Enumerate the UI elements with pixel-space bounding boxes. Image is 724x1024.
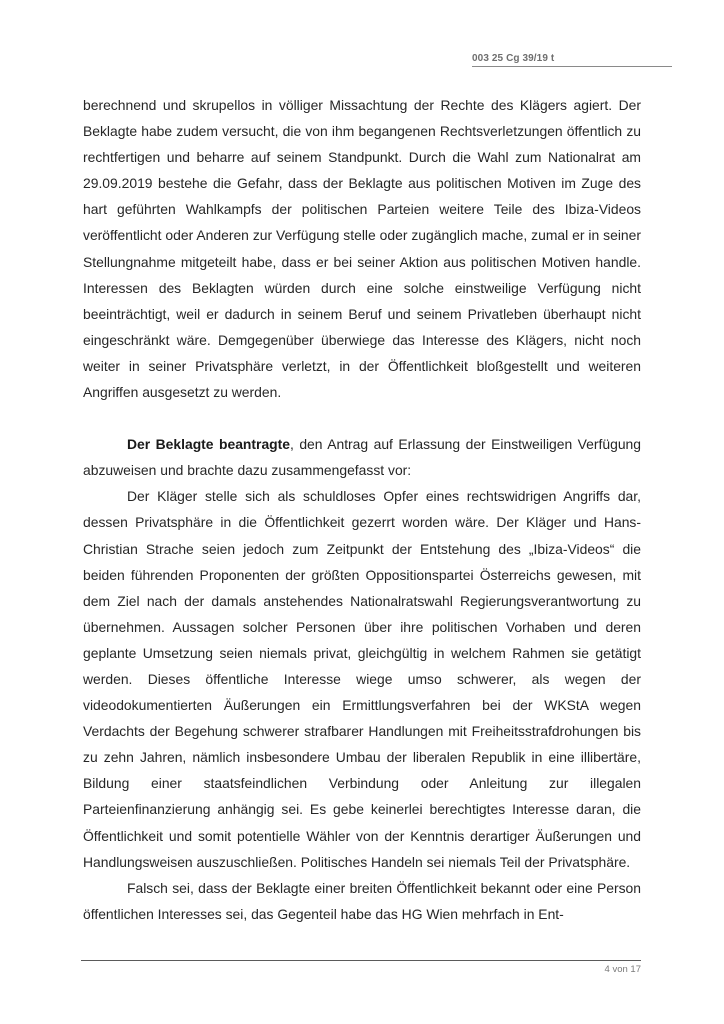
case-number-header: 003 25 Cg 39/19 t	[472, 53, 672, 67]
defendant-motion-heading: Der Beklagte beantragte	[127, 436, 291, 453]
paragraph-claimant-arguments: berechnend und skrupellos in völliger Missachtung der Rechte des Klägers agiert. Der Beklagte habe zudem versucht, die von ihm begangenen Rechtsverletzungen öffentlich zu rechtfertigen und beharre auf seinem Standpunkt. Durch die Wahl zum Nationalrat am 29.09.2019 bestehe die Gefahr, dass der Beklagte aus politischen Motiven im Zuge des hart geführten Wahlkampfs der politischen Parteien weitere Teile des Ibiza-Videos veröffentlicht oder Anderen zur Verfügung stelle oder zugänglich mache, zumal er in seiner Stellungnahme mitgeteilt habe, dass er bei seiner Aktion aus politischen Motiven handle. Interessen des Beklagten würden durch eine solche einstweilige Verfügung nicht beeinträchtigt, weil er dadurch in seinem Beruf und seinem Privatleben überhaupt nicht eingeschränkt wäre. Demgegenüber überwiege das Interesse des Klägers, nicht noch weiter in seiner Privatsphäre verletzt, in der Öffentlichkeit bloßgestellt und weiteren Angriffen ausgesetzt zu werden.	[83, 97, 641, 401]
document-body	[83, 92, 641, 927]
paragraph-public-figure: Falsch sei, dass der Beklagte einer breiten Öffentlichkeit bekannt oder eine Person öffentlichen Interesses sei, das Gegenteil habe das HG Wien mehrfach in Ent-	[83, 879, 641, 922]
defendant-motion-text: , den Antrag auf Erlassung der Einstweiligen Verfügung abzuweisen und brachte dazu zusammengefasst vor:	[83, 436, 642, 479]
paragraph-defendant-arguments: Der Kläger stelle sich als schuldloses Opfer eines rechtswidrigen Angriffs dar, dessen Privatsphäre in die Öffentlichkeit gezerrt worden wäre. Der Kläger und Hans-Christian Strache seien jedoch zum Zeitpunkt der Entstehung des „Ibiza-Videos“ die beiden führenden Proponenten der größten Oppositionspartei Österreichs gewesen, mit dem Ziel nach der damals anstehendes Nationalratswahl Regierungsverantwortung zu übernehmen. Aussagen solcher Personen über ihre politischen Vorhaben und deren geplante Umsetzung seien niemals privat, gleichgültig in welchem Rahmen sie getätigt werden. Dieses öffentliche Interesse wiege umso schwerer, als wegen der videodokumentierten Äußerungen ein Ermittlungsverfahren bei der WKStA wegen Verdachts der Begehung schwerer strafbarer Handlungen mit Freiheitsstrafdrohungen bis zu zehn Jahren, nämlich insbesondere Umbau der liberalen Republik in eine illibertäre, Bildung einer staatsfeindlichen Verbindung oder Anleitung zur illegalen Parteienfinanzierung anhängig sei. Es gebe keinerlei berechtigtes Interesse daran, die Öffentlichkeit und somit potentielle Wähler von der Kenntnis derartiger Äußerungen und Handlungsweisen auszuschließen. Politisches Handeln sei niemals Teil der Privatsphäre.	[83, 488, 641, 870]
footer-divider	[81, 960, 641, 961]
page-number: 4 von 17	[604, 964, 641, 975]
paragraph-defendant-motion	[83, 431, 641, 483]
